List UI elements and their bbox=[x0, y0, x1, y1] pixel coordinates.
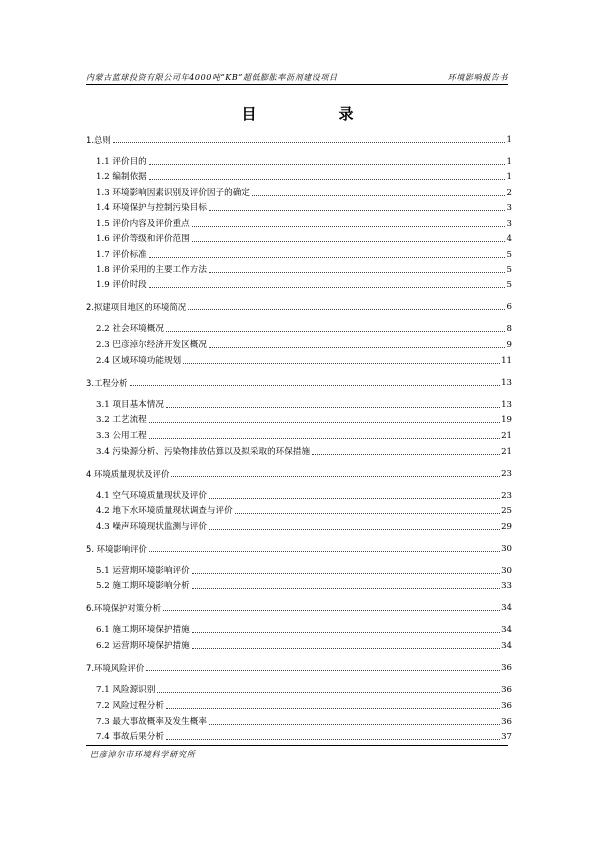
toc-section-entry[interactable] bbox=[96, 230, 512, 244]
toc-entry-page-number: 2 bbox=[506, 188, 512, 198]
toc-entry-label: 7.4 事故后果分析 bbox=[96, 732, 164, 742]
toc-section-entry[interactable] bbox=[96, 352, 512, 366]
toc-section-entry[interactable] bbox=[96, 246, 512, 260]
toc-section-entry[interactable] bbox=[96, 184, 512, 198]
toc-entry-label: 7.3 最大事故概率及发生概率 bbox=[96, 717, 207, 727]
toc-section-entry[interactable] bbox=[96, 276, 512, 290]
toc-entry-page-number: 21 bbox=[501, 431, 512, 441]
toc-entry-label: 1.9 评价时段 bbox=[96, 280, 147, 290]
toc-entry-label: 1.8 评价采用的主要工作方法 bbox=[96, 265, 207, 275]
toc-section-entry[interactable] bbox=[96, 697, 512, 711]
toc-entry-label: 1.5 评价内容及评价重点 bbox=[96, 219, 190, 229]
toc-entry-page-number: 34 bbox=[501, 641, 512, 651]
toc-section-entry[interactable] bbox=[96, 153, 512, 167]
toc-entry-label: 5. 环境影响评价 bbox=[86, 544, 147, 554]
toc-dot-leader bbox=[171, 475, 500, 477]
toc-entry-page-number: 5 bbox=[506, 280, 512, 290]
toc-entry-page-number: 23 bbox=[501, 469, 512, 479]
toc-dot-leader bbox=[252, 194, 505, 196]
toc-section-entry[interactable] bbox=[96, 336, 512, 350]
toc-section-entry[interactable] bbox=[96, 502, 512, 516]
toc-dot-leader bbox=[192, 240, 505, 242]
toc-dot-leader bbox=[166, 707, 500, 709]
toc-entry-label: 6.1 施工期环境保护措施 bbox=[96, 625, 190, 635]
toc-entry-label: 2.3 巴彦淖尔经济开发区概况 bbox=[96, 340, 207, 350]
toc-dot-leader bbox=[192, 225, 505, 227]
toc-section-entry[interactable] bbox=[96, 621, 512, 635]
toc-section-entry[interactable] bbox=[96, 681, 512, 695]
toc-entry-label: 5.2 施工期环境影响分析 bbox=[96, 581, 190, 591]
toc-section-entry[interactable] bbox=[96, 215, 512, 229]
toc-dot-leader bbox=[192, 647, 500, 649]
toc-entry-page-number: 36 bbox=[501, 701, 512, 711]
toc-entry-page-number: 23 bbox=[501, 491, 512, 501]
toc-section-entry[interactable] bbox=[96, 199, 512, 213]
toc-entry-label: 7.环境风险评价 bbox=[86, 663, 145, 673]
toc-dot-leader bbox=[149, 163, 505, 165]
toc-dot-leader bbox=[192, 587, 500, 589]
toc-entry-page-number: 29 bbox=[501, 522, 512, 532]
toc-chapter-entry[interactable] bbox=[86, 465, 512, 479]
toc-entry-label: 6.2 运营期环境保护措施 bbox=[96, 641, 190, 651]
toc-section-entry[interactable] bbox=[96, 577, 512, 591]
toc-section-entry[interactable] bbox=[96, 637, 512, 651]
page-header bbox=[86, 68, 508, 85]
toc-entry-page-number: 37 bbox=[501, 732, 512, 742]
toc-section-entry[interactable] bbox=[96, 443, 512, 457]
toc-entry-label: 3.4 污染源分析、污染物排放估算以及拟采取的环保措施 bbox=[96, 447, 311, 457]
toc-entry-label: 2.4 区域环境功能规划 bbox=[96, 356, 182, 366]
toc-entry-page-number: 21 bbox=[501, 447, 512, 457]
toc-entry-label: 1.3 环境影响因素识别及评价因子的确定 bbox=[96, 188, 250, 198]
toc-entry-page-number: 34 bbox=[501, 603, 512, 613]
toc-dot-leader bbox=[149, 178, 505, 180]
toc-dot-leader bbox=[192, 572, 500, 574]
header-project-title: 内蒙古蓝球投资有限公司年4000吨“KB”超低膨胀率沥剂建设项目 bbox=[86, 73, 338, 82]
toc-entry-page-number: 3 bbox=[506, 219, 512, 229]
toc-dot-leader bbox=[209, 723, 500, 725]
toc-dot-leader bbox=[188, 308, 505, 310]
toc-entry-page-number: 36 bbox=[501, 685, 512, 695]
toc-entry-page-number: 34 bbox=[501, 625, 512, 635]
toc-section-entry[interactable] bbox=[96, 168, 512, 182]
toc-entry-label: 2.2 社会环境概况 bbox=[96, 324, 164, 334]
toc-dot-leader bbox=[312, 453, 500, 455]
toc-entry-page-number: 30 bbox=[501, 544, 512, 554]
toc-entry-label: 1.6 评价等级和评价范围 bbox=[96, 234, 190, 244]
toc-entry-page-number: 6 bbox=[506, 302, 512, 312]
toc-dot-leader bbox=[209, 271, 505, 273]
toc-chapter-entry[interactable] bbox=[86, 540, 512, 554]
toc-dot-leader bbox=[166, 330, 505, 332]
toc-entry-page-number: 36 bbox=[501, 717, 512, 727]
toc-chapter-entry[interactable] bbox=[86, 131, 512, 145]
toc-dot-leader bbox=[166, 406, 500, 408]
toc-section-entry[interactable] bbox=[96, 261, 512, 275]
toc-section-entry[interactable] bbox=[96, 427, 512, 441]
toc-entry-label: 1.4 环境保护与控制污染目标 bbox=[96, 203, 207, 213]
page-footer bbox=[86, 745, 508, 758]
toc-entry-label: 3.1 项目基本情况 bbox=[96, 400, 164, 410]
toc-entry-label: 2.拟建项目地区的环境简况 bbox=[86, 302, 187, 312]
toc-entry-page-number: 4 bbox=[506, 234, 512, 244]
toc-dot-leader bbox=[209, 346, 505, 348]
toc-chapter-entry[interactable] bbox=[86, 599, 512, 613]
toc-dot-leader bbox=[130, 384, 501, 386]
toc-entry-label: 1.总则 bbox=[86, 135, 111, 145]
toc-chapter-entry[interactable] bbox=[86, 659, 512, 673]
toc-section-entry[interactable] bbox=[96, 396, 512, 410]
toc-dot-leader bbox=[192, 631, 500, 633]
toc-dot-leader bbox=[113, 141, 505, 143]
toc-chapter-entry[interactable] bbox=[86, 374, 512, 388]
toc-entry-label: 6.环境保护对策分析 bbox=[86, 603, 161, 613]
toc-entry-page-number: 30 bbox=[501, 566, 512, 576]
header-document-type: 环境影响报告书 bbox=[447, 73, 508, 82]
toc-dot-leader bbox=[209, 497, 500, 499]
toc-section-entry[interactable] bbox=[96, 487, 512, 501]
toc-entry-page-number: 19 bbox=[501, 415, 512, 425]
toc-chapter-entry[interactable] bbox=[86, 298, 512, 312]
toc-entry-page-number: 3 bbox=[506, 203, 512, 213]
toc-entry-label: 4.1 空气环境质量现状及评价 bbox=[96, 491, 207, 501]
toc-entry-page-number: 5 bbox=[506, 250, 512, 260]
toc-section-entry[interactable] bbox=[96, 713, 512, 727]
toc-dot-leader bbox=[149, 437, 500, 439]
toc-section-entry[interactable] bbox=[96, 562, 512, 576]
toc-entry-label: 4.2 地下水环境质量现状调查与评价 bbox=[96, 506, 233, 516]
toc-section-entry[interactable] bbox=[96, 728, 512, 742]
toc-entry-label: 7.1 风险源识别 bbox=[96, 685, 156, 695]
toc-dot-leader bbox=[209, 528, 500, 530]
toc-entry-page-number: 13 bbox=[501, 400, 512, 410]
toc-section-entry[interactable] bbox=[96, 320, 512, 334]
toc-entry-page-number: 5 bbox=[506, 265, 512, 275]
toc-entry-label: 3.2 工艺流程 bbox=[96, 415, 147, 425]
footer-organization: 巴彦淖尔市环境科学研究所 bbox=[90, 750, 196, 759]
toc-entry-label: 1.1 评价目的 bbox=[96, 157, 147, 167]
toc-dot-leader bbox=[157, 691, 500, 693]
toc-entry-page-number: 9 bbox=[506, 340, 512, 350]
toc-title: 目录 bbox=[241, 105, 436, 123]
toc-section-entry[interactable] bbox=[96, 518, 512, 532]
toc-entry-label: 1.7 评价标准 bbox=[96, 250, 147, 260]
toc-entry-page-number: 1 bbox=[506, 135, 512, 145]
toc-entry-label: 7.2 风险过程分析 bbox=[96, 701, 164, 711]
toc-dot-leader bbox=[146, 669, 500, 671]
toc-dot-leader bbox=[209, 209, 505, 211]
toc-entry-page-number: 13 bbox=[501, 378, 512, 388]
toc-dot-leader bbox=[149, 421, 500, 423]
toc-entry-label: 3.3 公用工程 bbox=[96, 431, 147, 441]
toc-entry-page-number: 1 bbox=[506, 172, 512, 182]
toc-entry-label: 1.2 编制依据 bbox=[96, 172, 147, 182]
toc-dot-leader bbox=[183, 362, 500, 364]
toc-entry-label: 4.3 噪声环境现状监测与评价 bbox=[96, 522, 207, 532]
toc-dot-leader bbox=[163, 609, 500, 611]
toc-dot-leader bbox=[149, 550, 500, 552]
toc-dot-leader bbox=[149, 286, 505, 288]
toc-entry-page-number: 11 bbox=[501, 356, 512, 366]
toc-entry-label: 4 环境质量现状及评价 bbox=[86, 469, 170, 479]
toc-dot-leader bbox=[149, 256, 505, 258]
toc-entry-page-number: 1 bbox=[506, 157, 512, 167]
toc-entry-page-number: 8 bbox=[506, 324, 512, 334]
toc-entry-label: 5.1 运营期环境影响评价 bbox=[96, 566, 190, 576]
toc-section-entry[interactable] bbox=[96, 411, 512, 425]
toc-entry-label: 3.工程分析 bbox=[86, 378, 128, 388]
toc-entry-page-number: 36 bbox=[501, 663, 512, 673]
toc-entry-page-number: 25 bbox=[501, 506, 512, 516]
toc-dot-leader bbox=[166, 738, 500, 740]
toc-entry-page-number: 33 bbox=[501, 581, 512, 591]
toc-dot-leader bbox=[235, 512, 500, 514]
